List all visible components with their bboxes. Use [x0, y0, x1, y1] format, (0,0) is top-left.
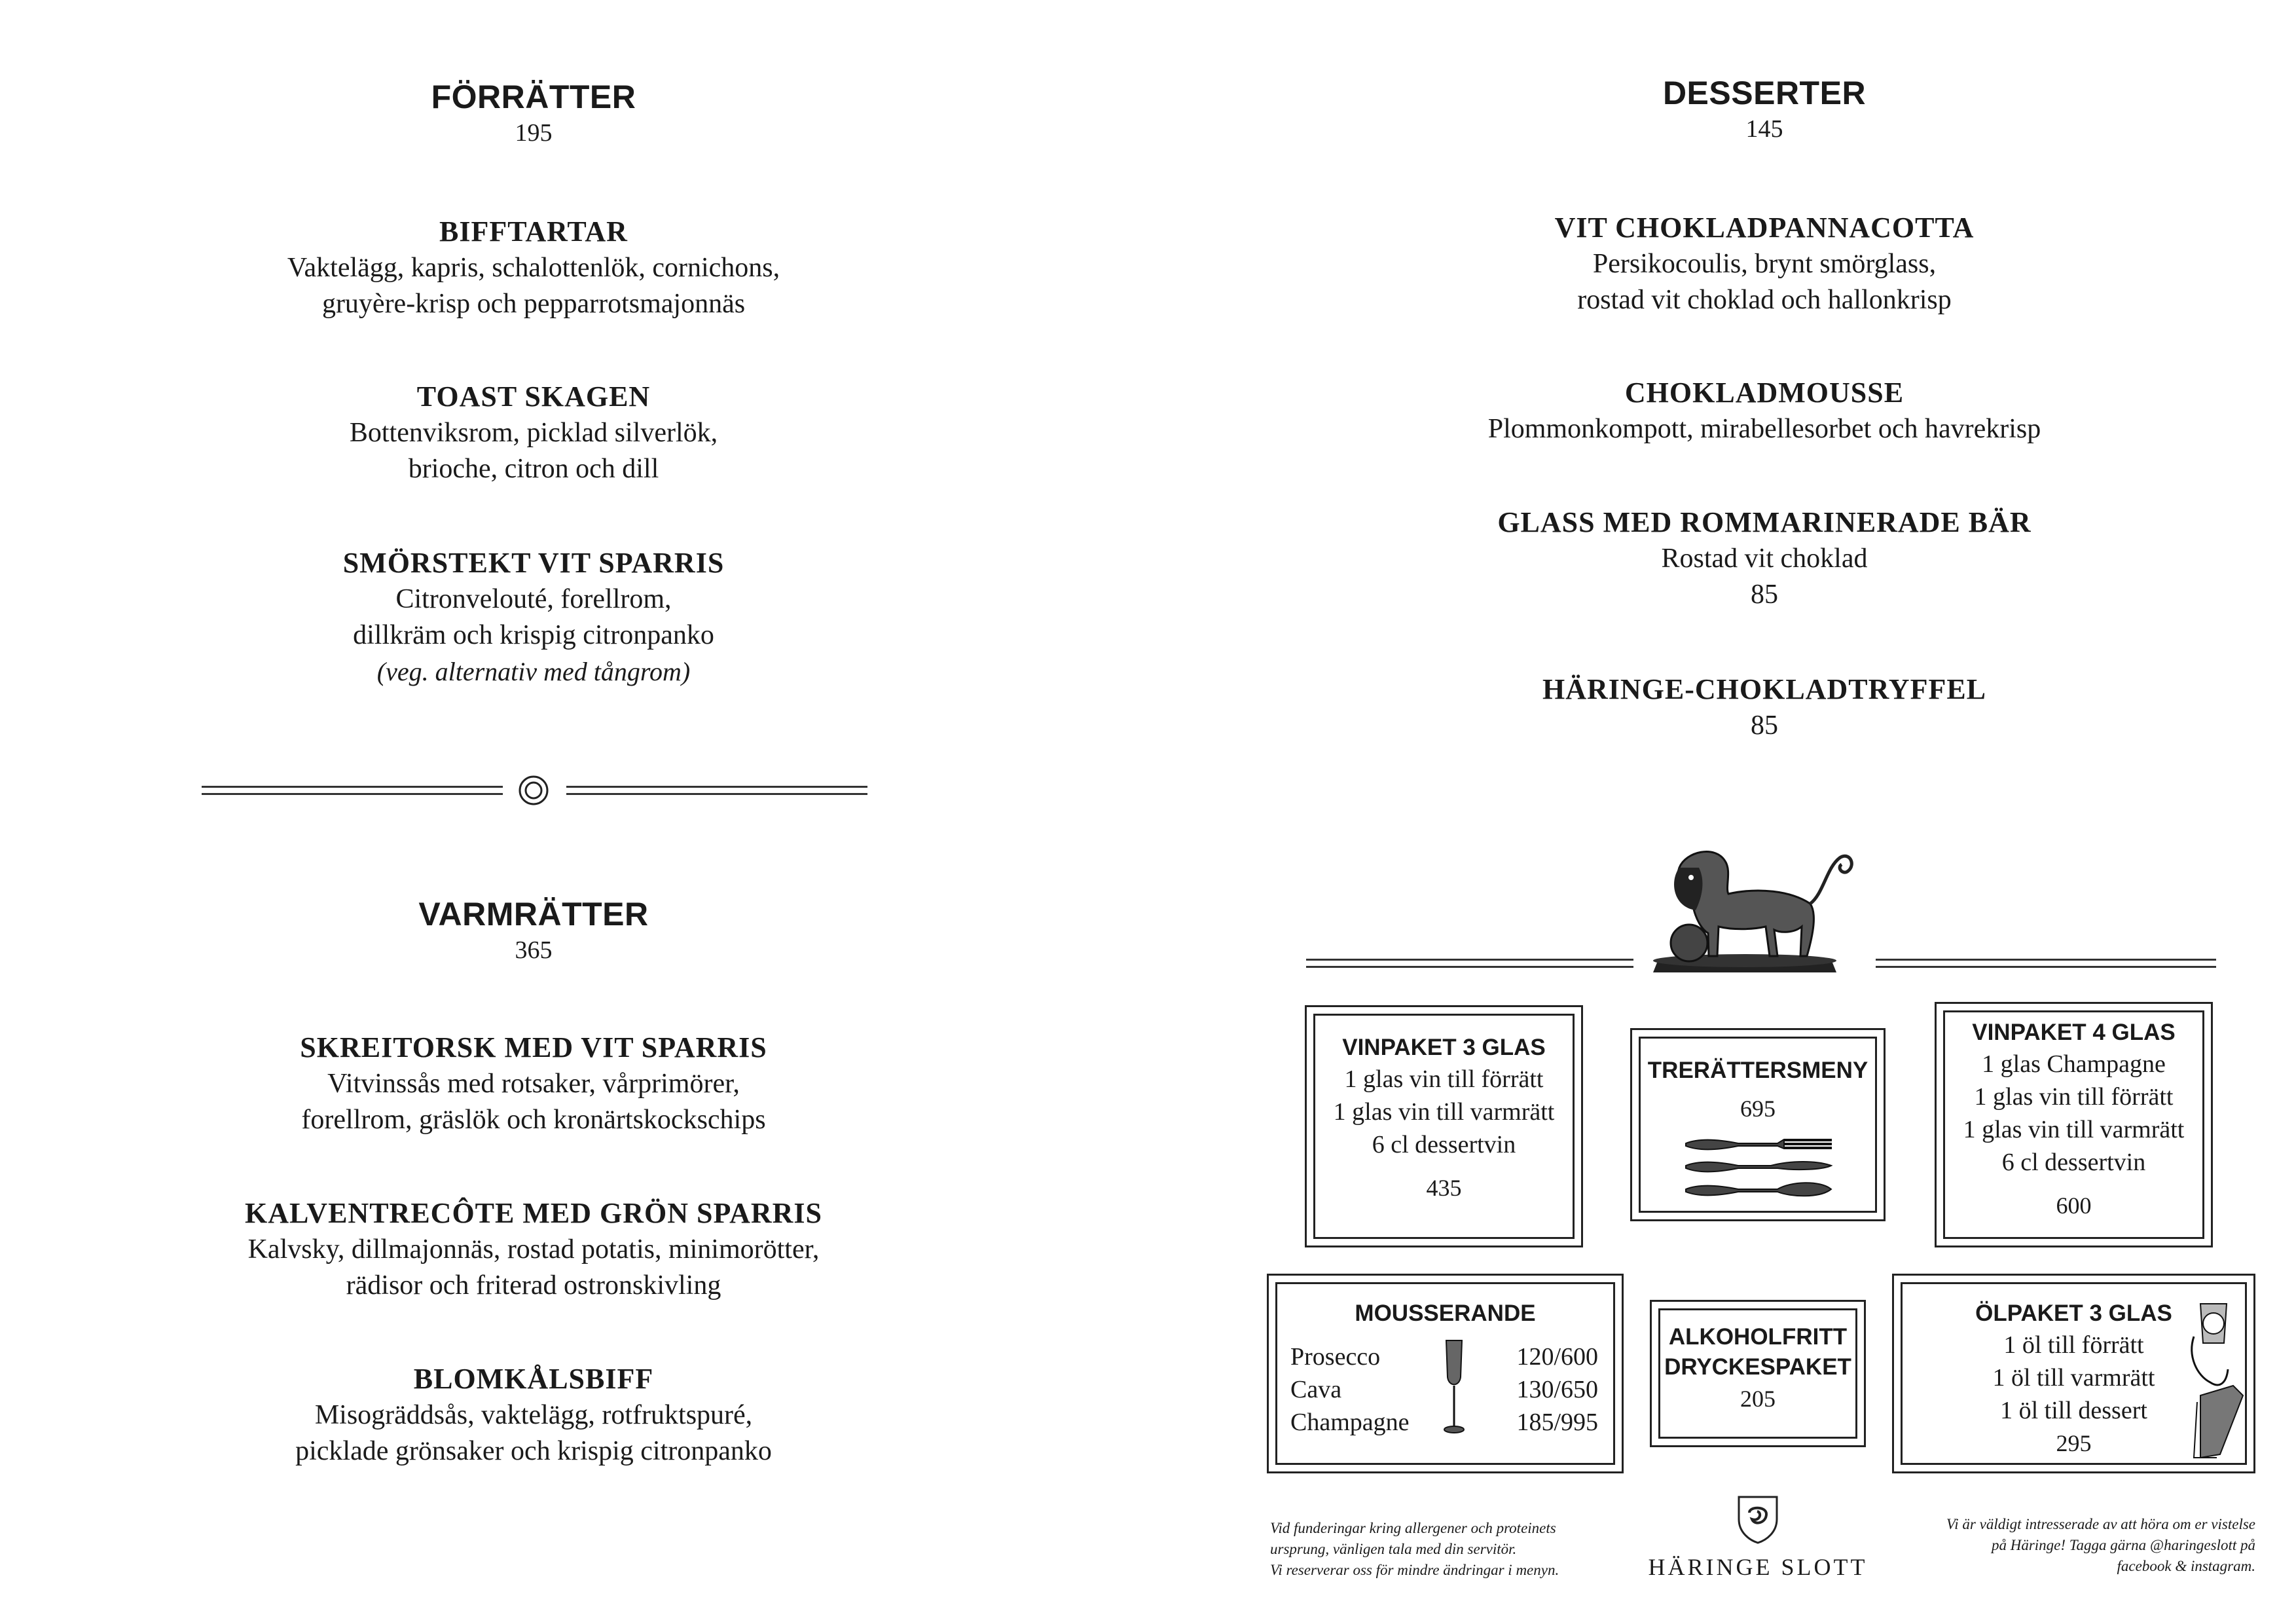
- divider-line: [1876, 959, 2216, 968]
- dish-name: SKREITORSK MED VIT SPARRIS: [300, 1031, 767, 1063]
- logo: [1643, 1493, 1872, 1581]
- footer-line: ursprung, vänligen tala med din servitör.: [1270, 1541, 1517, 1557]
- varmratter-heading: [131, 895, 936, 967]
- package-box-inner: [1313, 1014, 1575, 1239]
- dish-item: [131, 1361, 936, 1469]
- crest-icon: [1735, 1493, 1781, 1545]
- drink-name: Prosecco: [1290, 1343, 1381, 1371]
- dish-description: forellrom, gräslök och kronärtskockschips: [301, 1105, 766, 1135]
- package-title: MOUSSERANDE: [1355, 1301, 1536, 1326]
- dish-item: [131, 545, 936, 690]
- package-box: [1892, 1274, 2255, 1473]
- dish-description: Citronvelouté, forellrom,: [395, 584, 672, 614]
- package-box-inner: [1901, 1282, 2247, 1465]
- footer-line: facebook & instagram.: [2117, 1558, 2255, 1574]
- drink-price: 130/650: [1516, 1376, 1598, 1403]
- package-box: [1935, 1002, 2213, 1247]
- dish-description: Plommonkompott, mirabellesorbet och havrekrisp: [1487, 414, 2041, 444]
- dish-description: rädisor och friterad ostronskivling: [346, 1270, 721, 1301]
- dish-name: BIFFTARTAR: [439, 215, 628, 248]
- dish-item: [1264, 671, 2265, 744]
- package-line: 1 öl till varmrätt: [1992, 1364, 2155, 1392]
- package-box: [1630, 1028, 1886, 1221]
- section-price: 365: [515, 936, 553, 964]
- dish-item: [131, 213, 936, 322]
- dish-item: [1264, 504, 2265, 613]
- dish-name: VIT CHOKLADPANNACOTTA: [1554, 212, 1975, 244]
- dish-item: [131, 1029, 936, 1138]
- footer-line: Vi reserverar oss för mindre ändringar i menyn.: [1270, 1562, 1559, 1578]
- dish-price: 85: [1751, 710, 1778, 741]
- footer-left-note: [1270, 1518, 1637, 1581]
- dish-description: brioche, citron och dill: [408, 454, 659, 484]
- divider-line: [202, 786, 503, 795]
- dish-name: CHOKLADMOUSSE: [1624, 377, 1904, 409]
- section-price: 195: [515, 119, 553, 147]
- section-price: 145: [1745, 115, 1783, 143]
- package-price: 695: [1740, 1096, 1776, 1122]
- package-box-inner: [1275, 1282, 1615, 1465]
- section-title: VARMRÄTTER: [418, 896, 649, 932]
- package-price: 205: [1740, 1386, 1776, 1412]
- dish-description: Bottenviksrom, picklad silverlök,: [349, 418, 718, 448]
- footer-right-note: [1872, 1514, 2255, 1577]
- package-title: ALKOHOLFRITT: [1668, 1324, 1848, 1350]
- divider-line: [1306, 959, 1633, 968]
- package-line: 1 glas Champagne: [1982, 1050, 2166, 1078]
- package-title: ÖLPAKET 3 GLAS: [1975, 1301, 2172, 1326]
- dish-name: GLASS MED ROMMARINERADE BÄR: [1497, 506, 2032, 538]
- package-price: 600: [2056, 1192, 2092, 1219]
- dish-description: Persikocoulis, brynt smörglass,: [1592, 249, 1937, 279]
- package-line: 1 glas vin till förrätt: [1344, 1065, 1544, 1093]
- dish-description: picklade grönsaker och krispig citronpanko: [295, 1436, 772, 1466]
- champagne-glass-icon: [1441, 1338, 1467, 1436]
- package-line: 6 cl dessertvin: [2001, 1149, 2146, 1176]
- package-title: DRYCKESPAKET: [1664, 1354, 1851, 1380]
- package-line: 6 cl dessertvin: [1372, 1131, 1516, 1158]
- package-box: [1305, 1005, 1583, 1247]
- dish-item: [1264, 210, 2265, 318]
- package-line: 1 glas vin till varmrätt: [1333, 1098, 1555, 1126]
- drink-name: Champagne: [1290, 1409, 1410, 1436]
- package-box-inner: [1943, 1010, 2204, 1239]
- dish-name: BLOMKÅLSBIFF: [413, 1363, 654, 1395]
- dish-description: Misogräddsås, vaktelägg, rotfruktspuré,: [314, 1400, 753, 1430]
- package-title: TRERÄTTERSMENY: [1647, 1058, 1868, 1083]
- section-title: FÖRRÄTTER: [431, 79, 636, 115]
- dish-note: (veg. alternativ med tångrom): [376, 657, 691, 686]
- dish-description: Vitvinssås med rotsaker, vårprimörer,: [327, 1069, 740, 1099]
- dish-price: 85: [1751, 580, 1778, 610]
- dish-name: KALVENTRECÔTE MED GRÖN SPARRIS: [244, 1197, 823, 1229]
- dish-name: TOAST SKAGEN: [416, 380, 651, 413]
- dish-description: Kalvsky, dillmajonnäs, rostad potatis, minimorötter,: [247, 1234, 820, 1264]
- dish-description: dillkräm och krispig citronpanko: [353, 620, 714, 650]
- forratter-heading: [131, 77, 936, 149]
- footer-line: Vid funderingar kring allergener och proteinets: [1270, 1520, 1556, 1536]
- package-line: 1 glas vin till förrätt: [1974, 1083, 2174, 1111]
- dish-description: gruyère-krisp och pepparrotsmajonnäs: [321, 289, 746, 319]
- dish-name: SMÖRSTEKT VIT SPARRIS: [342, 547, 725, 579]
- package-box-inner: [1658, 1308, 1857, 1439]
- cutlery-icon: [1679, 1132, 1836, 1204]
- dish-description: rostad vit choklad och hallonkrisp: [1577, 285, 1952, 315]
- drink-price: 120/600: [1516, 1343, 1598, 1371]
- package-title: VINPAKET 4 GLAS: [1972, 1020, 2176, 1045]
- dish-item: [131, 378, 936, 487]
- desserter-heading: [1264, 73, 2265, 145]
- package-line: 1 glas vin till varmrätt: [1963, 1116, 2185, 1143]
- footer-line: på Häringe! Tagga gärna @haringeslott på: [1991, 1537, 2255, 1553]
- package-box: [1650, 1300, 1866, 1447]
- ornament-circle-icon: [517, 774, 550, 807]
- footer-line: Vi är väldigt intresserade av att höra om er vistelse: [1946, 1516, 2255, 1532]
- package-line: 1 öl till förrätt: [2003, 1331, 2144, 1359]
- section-title: DESSERTER: [1662, 75, 1867, 111]
- package-price: 295: [2056, 1430, 2092, 1456]
- package-title: VINPAKET 3 GLAS: [1342, 1035, 1546, 1060]
- drink-price: 185/995: [1516, 1409, 1598, 1436]
- beer-hand-icon: [2181, 1297, 2246, 1464]
- lion-emblem-icon: [1640, 841, 1856, 979]
- package-box-inner: [1639, 1037, 1877, 1213]
- dish-name: HÄRINGE-CHOKLADTRYFFEL: [1542, 673, 1987, 705]
- dish-description: Rostad vit choklad: [1661, 544, 1868, 574]
- logo-text: HÄRINGE SLOTT: [1648, 1554, 1868, 1580]
- divider-line: [566, 786, 867, 795]
- package-price: 435: [1426, 1175, 1462, 1201]
- package-box: [1267, 1274, 1624, 1473]
- dish-description: Vaktelägg, kapris, schalottenlök, cornichons,: [287, 253, 780, 283]
- package-line: 1 öl till dessert: [2000, 1397, 2147, 1424]
- dish-item: [131, 1195, 936, 1304]
- dish-item: [1264, 375, 2265, 447]
- drink-name: Cava: [1290, 1376, 1342, 1403]
